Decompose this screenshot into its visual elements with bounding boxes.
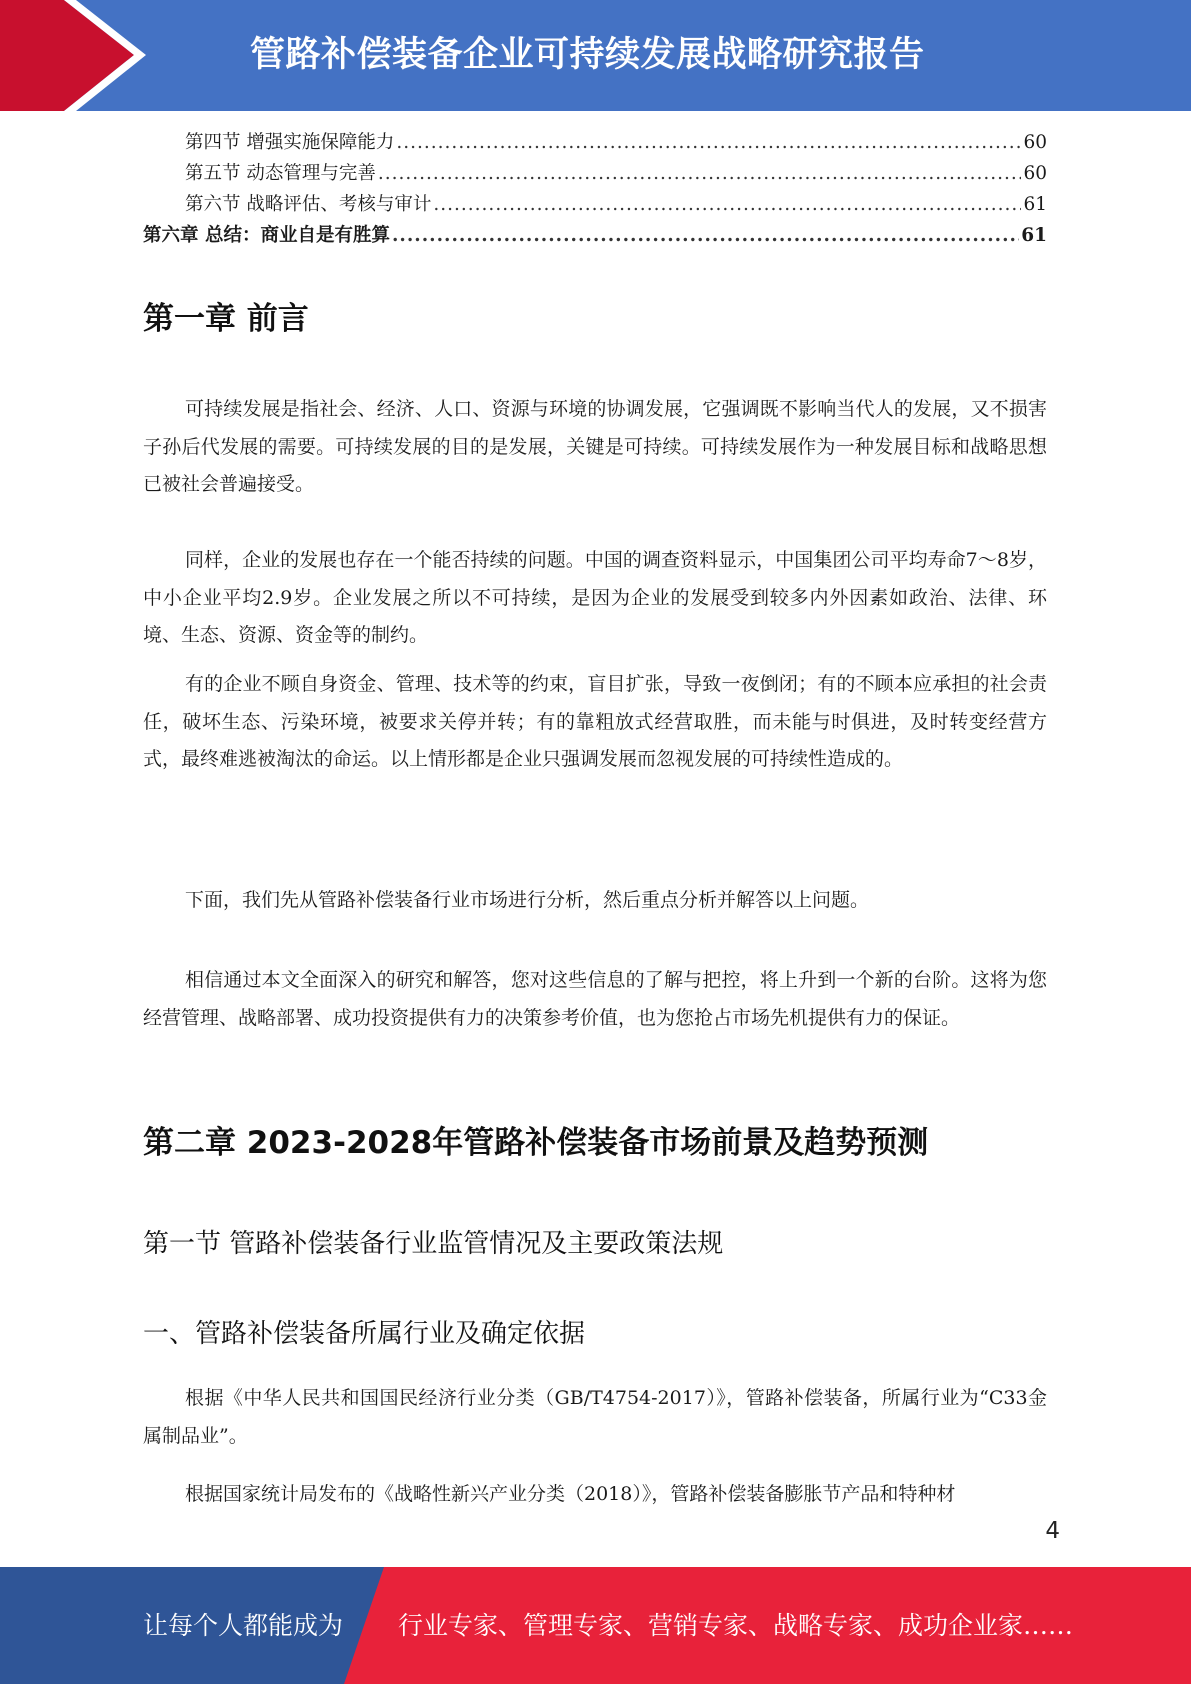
body-paragraph: 根据《中华人民共和国国民经济行业分类（GB/T4754-2017）》，管路补偿装备，所属行业为“C33金属制品业”。	[143, 1387, 1047, 1447]
body-paragraph: 根据国家统计局发布的《战略性新兴产业分类（2018）》，管路补偿装备膨胀节产品和特种材	[185, 1483, 956, 1505]
toc-entry[interactable]	[143, 158, 1047, 189]
report-title: 管路补偿装备企业可持续发展战略研究报告	[250, 35, 925, 75]
section-heading: 第一节 管路补偿装备行业监管情况及主要政策法规	[143, 1229, 724, 1259]
toc-leader-dots	[433, 189, 1021, 220]
table-of-contents	[143, 127, 1047, 251]
toc-entry-text: 第六节 战略评估、考核与审计	[185, 194, 432, 215]
subsection-heading: 一、管路补偿装备所属行业及确定依据	[143, 1319, 586, 1349]
toc-entry-text: 第六章 总结：商业自是有胜算	[143, 225, 390, 246]
chapter-2-heading: 第二章 2023-2028年管路补偿装备市场前景及趋势预测	[143, 1125, 929, 1161]
body-paragraph: 可持续发展是指社会、经济、人口、资源与环境的协调发展，它强调既不影响当代人的发展，又不损害子孙后代发展的需要。可持续发展的目的是发展，关键是可持续。可持续发展作为一种发展目标和战略思想已被社会普遍接受。	[143, 398, 1047, 495]
toc-entry-page: 60	[1023, 132, 1047, 153]
toc-entry-chapter[interactable]	[143, 220, 1047, 251]
body-paragraph: 下面，我们先从管路补偿装备行业市场进行分析，然后重点分析并解答以上问题。	[185, 889, 870, 911]
toc-entry[interactable]	[143, 127, 1047, 158]
chapter-1-heading: 第一章 前言	[143, 301, 309, 337]
footer-slogan-left: 让每个人都能成为	[143, 1611, 344, 1640]
toc-leader-dots	[396, 127, 1021, 158]
toc-entry-text: 第五节 动态管理与完善	[185, 163, 376, 184]
body-paragraph: 同样，企业的发展也存在一个能否持续的问题。中国的调查资料显示，中国集团公司平均寿命7～8岁，中小企业平均2.9岁。企业发展之所以不可持续，是因为企业的发展受到较多内外因素如政治、法律、环境、生态、资源、资金等的制约。	[143, 549, 1047, 646]
page-footer-banner	[0, 1567, 1191, 1684]
toc-entry-page: 61	[1023, 194, 1047, 215]
toc-entry-page: 60	[1023, 163, 1047, 184]
body-paragraph: 相信通过本文全面深入的研究和解答，您对这些信息的了解与把控，将上升到一个新的台阶。这将为您经营管理、战略部署、成功投资提供有力的决策参考价值，也为您抢占市场先机提供有力的保证。	[143, 969, 1047, 1029]
toc-leader-dots	[392, 220, 1019, 251]
toc-entry-text: 第四节 增强实施保障能力	[185, 132, 395, 153]
toc-entry-page: 61	[1021, 225, 1047, 246]
body-paragraph: 有的企业不顾自身资金、管理、技术等的约束，盲目扩张，导致一夜倒闭；有的不顾本应承担的社会责任，破坏生态、污染环境，被要求关停并转；有的靠粗放式经营取胜，而未能与时俱进，及时转变经营方式，最终难逃被淘汰的命运。以上情形都是企业只强调发展而忽视发展的可持续性造成的。	[143, 673, 1047, 770]
page-number: 4	[1045, 1518, 1060, 1544]
footer-slogan-right: 行业专家、管理专家、营销专家、战略专家、成功企业家……	[398, 1611, 1074, 1640]
header-arrow-decoration	[0, 0, 160, 111]
toc-leader-dots	[378, 158, 1022, 189]
toc-entry[interactable]	[143, 189, 1047, 220]
page-header-banner	[0, 0, 1191, 111]
